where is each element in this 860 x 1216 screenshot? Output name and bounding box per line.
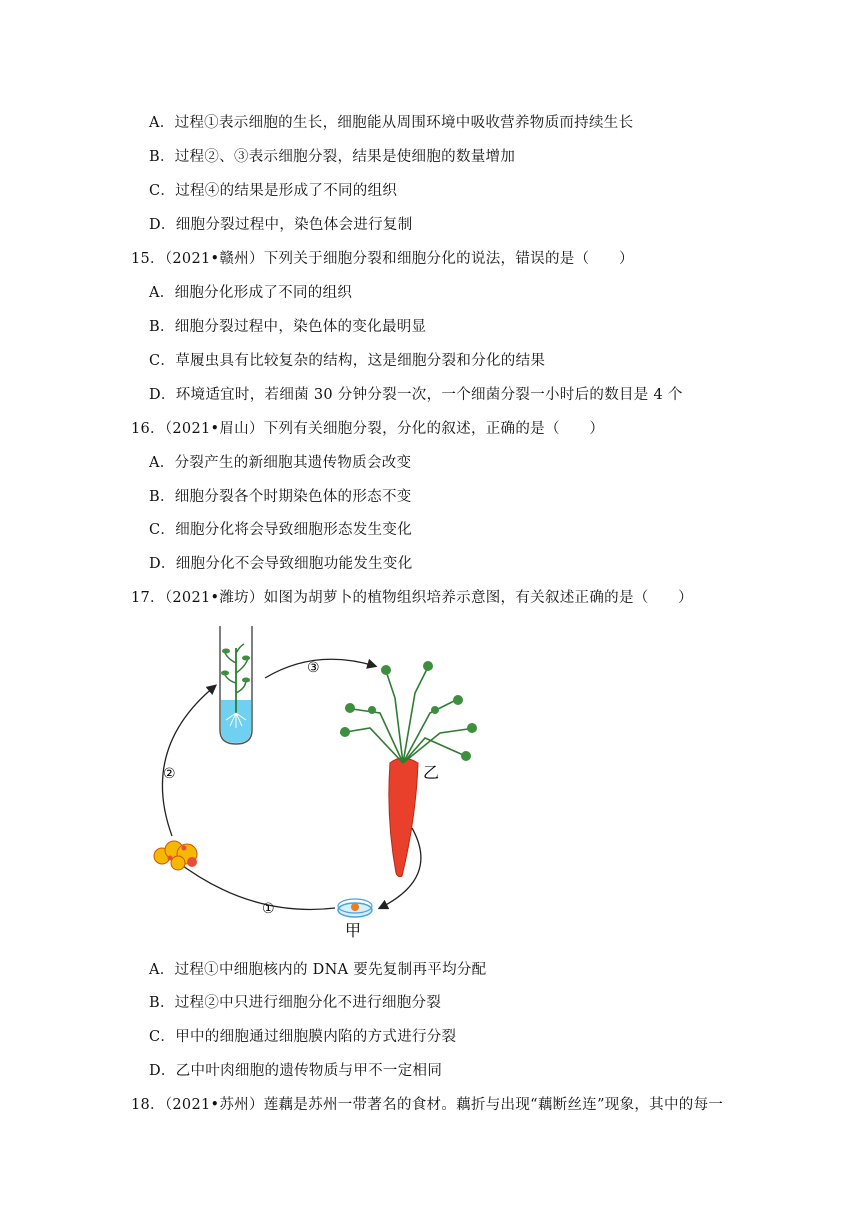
q16-option-a: A．分裂产生的新细胞其遗传物质会改变 xyxy=(149,455,412,471)
q15-option-c: C．草履虫具有比较复杂的结构，这是细胞分裂和分化的结果 xyxy=(149,353,546,369)
question-18: 18．（2021•苏州）莲藕是苏州一带著名的食材。藕折与出现“藕断丝连”现象，其中的每一 xyxy=(131,1097,724,1113)
label-1: ① xyxy=(262,901,275,917)
q14-option-d: D．细胞分裂过程中，染色体会进行复制 xyxy=(149,217,413,233)
carrot-icon xyxy=(340,661,477,877)
carrot-tissue-culture-figure xyxy=(140,618,540,948)
q16-option-b: B．细胞分裂各个时期染色体的形态不变 xyxy=(149,489,412,505)
q14-option-b: B．过程②、③表示细胞分裂，结果是使细胞的数量增加 xyxy=(149,149,516,165)
q14-option-c: C．过程④的结果是形成了不同的组织 xyxy=(149,183,398,199)
arrow-2 xyxy=(162,686,215,836)
q15-option-a: A．细胞分化形成了不同的组织 xyxy=(149,285,353,301)
q17-option-d: D．乙中叶肉细胞的遗传物质与甲不一定相同 xyxy=(149,1063,443,1079)
label-2: ② xyxy=(163,766,176,782)
label-yi: 乙 xyxy=(423,763,440,782)
question-16: 16．（2021•眉山）下列有关细胞分裂，分化的叙述，正确的是（ ） xyxy=(131,421,605,437)
petri-dish-icon xyxy=(338,899,372,917)
arrow-1 xyxy=(175,860,335,909)
question-15: 15．（2021•赣州）下列关于细胞分裂和细胞分化的说法，错误的是（ ） xyxy=(131,251,634,267)
q14-option-a: A．过程①表示细胞的生长，细胞能从周围环境中吸收营养物质而持续生长 xyxy=(149,115,634,131)
label-jia: 甲 xyxy=(345,921,362,940)
test-tube-icon xyxy=(220,626,252,744)
label-3: ③ xyxy=(307,660,320,676)
q17-option-a: A．过程①中细胞核内的 DNA 要先复制再平均分配 xyxy=(149,962,487,978)
q15-option-b: B．细胞分裂过程中，染色体的变化最明显 xyxy=(149,319,427,335)
q15-option-d: D．环境适宜时，若细菌 30 分钟分裂一次，一个细菌分裂一小时后的数目是 4 个 xyxy=(149,387,683,403)
callus-icon xyxy=(154,841,197,870)
q16-option-c: C．细胞分化将会导致细胞形态发生变化 xyxy=(149,522,412,538)
q17-option-b: B．过程②中只进行细胞分化不进行细胞分裂 xyxy=(149,995,442,1011)
arrow-3 xyxy=(265,659,375,678)
q16-option-d: D．细胞分化不会导致细胞功能发生变化 xyxy=(149,556,413,572)
q17-option-c: C．甲中的细胞通过细胞膜内陷的方式进行分裂 xyxy=(149,1029,457,1045)
question-17: 17．（2021•潍坊）如图为胡萝卜的植物组织培养示意图，有关叙述正确的是（ ） xyxy=(131,590,693,606)
